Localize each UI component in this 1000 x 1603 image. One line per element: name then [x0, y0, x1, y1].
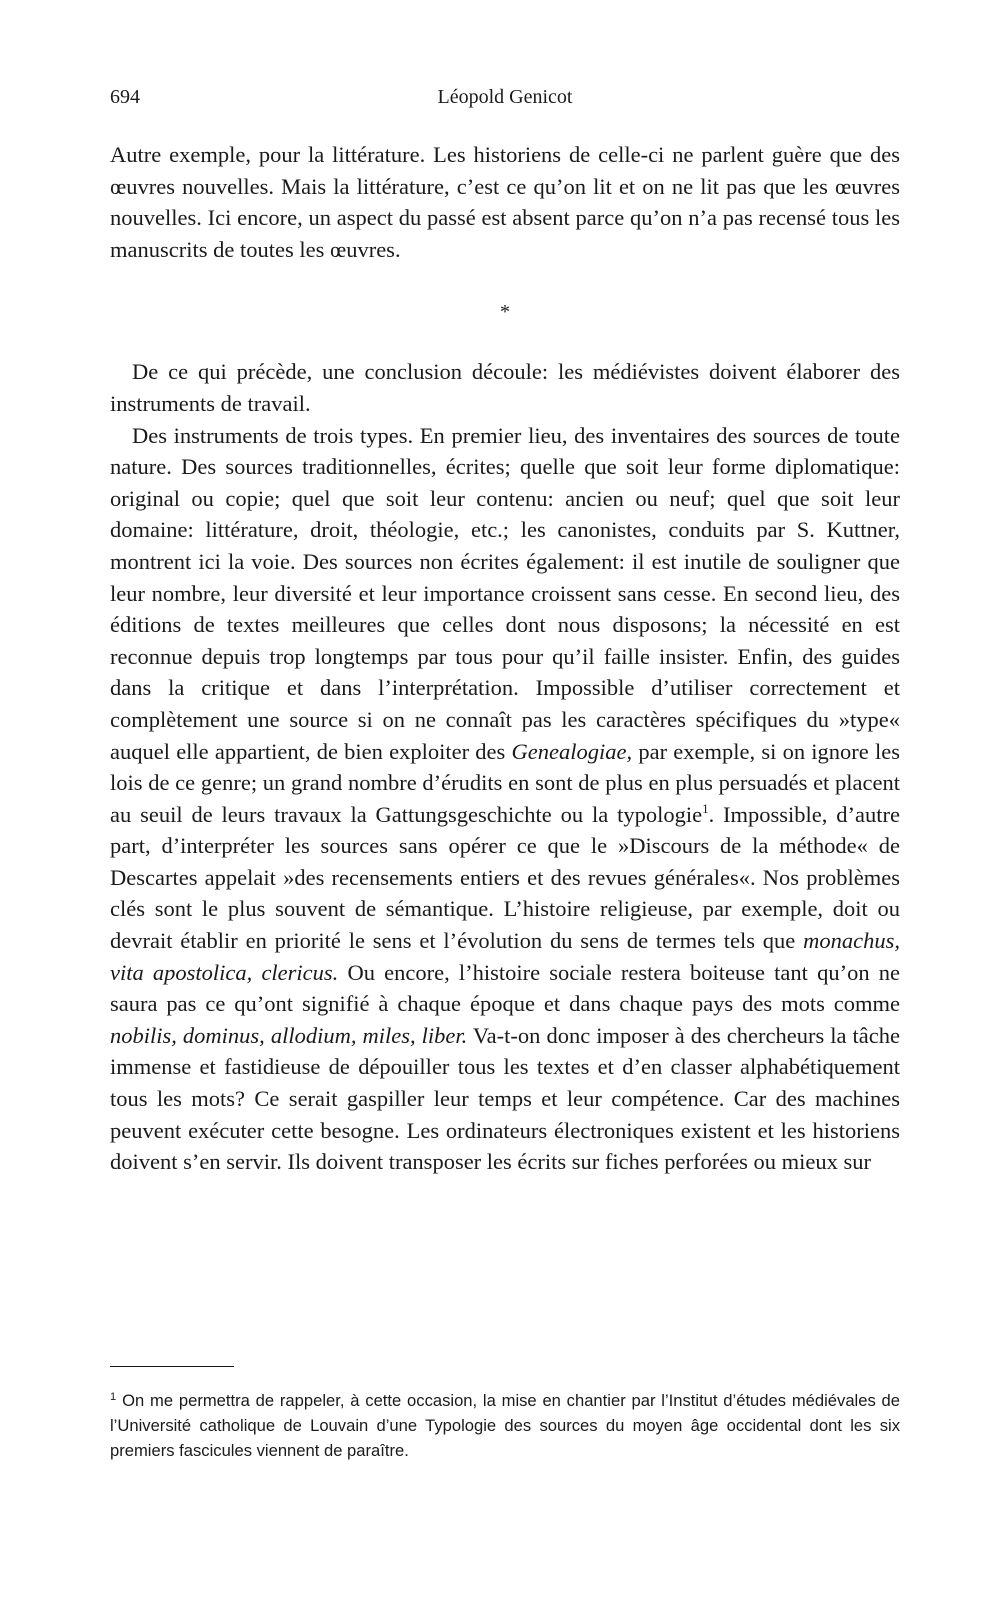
- paragraph-text-segment: Va-t-on donc imposer à des chercheurs la tâche immense et fastidieuse de dépouiller tous les textes et d’en classer alphabétiquement tous les mots? Ce serait gaspiller leur temps et leur compétence. Car des machines peuvent exécuter cette besogne. Les ordinateurs électroniques existent et les historiens doivent s’en servir. Ils doivent transposer les écrits sur fiches perforées ou mieux sur: [110, 1022, 901, 1175]
- italic-term: Genealogiae,: [511, 738, 633, 764]
- italic-term: monachus, vita apostolica, clericus.: [110, 928, 900, 985]
- page-number: 694: [110, 86, 140, 108]
- paragraph-text-segment: . Impossible, d’autre part, d’interpréter les sources sans opérer ce que le »Discours de la méthode« de Descartes appelait »des recensements entiers et des revues générales«. Nos problèmes clés sont le plus souvent de sémantique. L’histoire religieuse, par exemple, doit ou devrait établir en priorité le sens et l’évolution du sens de termes tels que: [110, 801, 900, 954]
- paragraph-text-segment: par exemple, si on ignore les lois de ce genre; un grand nombre d’érudits en sont de plus en plus persuadés et placent au seuil de leurs travaux la Gattungsgeschichte ou la typologie: [110, 738, 900, 827]
- body-text: [110, 139, 900, 1178]
- footnote: [110, 1388, 900, 1463]
- paragraph-conclusion: De ce qui précède, une conclusion découle: les médiévistes doivent élaborer des instruments de travail.: [110, 359, 900, 416]
- paragraph-text-segment: Des instruments de trois types. En premier lieu, des inventaires des sources de toute nature. Des sources traditionnelles, écrites; quelle que soit leur forme diplomatique: original ou copie; quel que soit leur contenu: ancien ou neuf; quel que soit leur domaine: littérature, droit, théologie, etc.; les canonistes, conduits par S. Kuttner, montrent ici la voie. Des sources non écrites également: il est inutile de souligner que leur nombre, leur diversité et leur importance croissent sans cesse. En second lieu, des éditions de textes meilleures que celles dont nous disposons; la nécessité en est reconnue depuis trop longtemps par tous pour qu’il faille insister. Enfin, des guides dans la critique et dans l’interprétation. Impossible d’utiliser correctement et complètement une source si on ne connaît pas les caractères spécifiques du »type« auquel elle appartient, de bien exploiter des: [110, 422, 900, 764]
- footnote-text: On me permettra de rappeler, à cette occasion, la mise en chantier par l’Institut d’études médiévales de l’Université catholique de Louvain d’une Typologie des sources du moyen âge occidental dont les six premiers fascicules viennent de paraître.: [110, 1391, 900, 1460]
- running-head-author: Léopold Genicot: [437, 86, 573, 108]
- paragraph-text-segment: Ou encore, l’histoire sociale restera boiteuse tant qu’on ne saura pas ce qu’ont signifié à chaque époque et dans chaque pays des mots comme: [110, 959, 900, 1017]
- footnote-rule: [110, 1366, 234, 1367]
- paragraph-instruments: [110, 420, 900, 1178]
- paragraph-literature: Autre exemple, pour la littérature. Les historiens de celle-ci ne parlent guère que des œuvres nouvelles. Mais la littérature, c’est ce qu’on lit et on ne lit pas que les œuvres nouvelles. Ici encore, un aspect du passé est absent parce qu’on n’a pas recensé tous les manuscrits de toutes les œuvres.: [110, 142, 900, 262]
- footnote-number: 1: [110, 1391, 117, 1403]
- running-head: [110, 86, 900, 116]
- italic-term: nobilis, dominus, allodium, miles, liber.: [110, 1022, 468, 1048]
- footnote-reference[interactable]: 1: [702, 800, 709, 816]
- section-separator-asterisk: *: [500, 301, 510, 324]
